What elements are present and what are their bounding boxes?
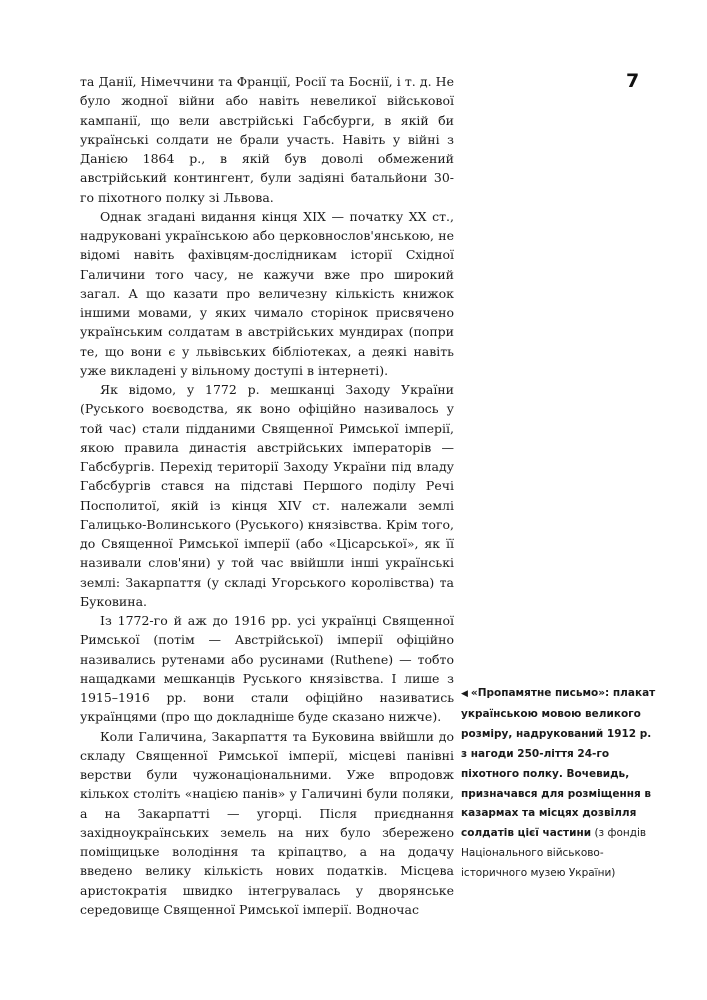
paragraph-3: Як відомо, у 1772 р. мешканці Заходу України (Руського воєводства, як воно офіційно називалось у той час) стали підданими Священної Римської імперії, якою правила династія австрійських імператорів — Габсбургів. Перехід території Заходу України під владу Габсбургів стався на підставі Першого поділу Речі Посполитої, якій із кінця XIV ст. належали землі Галицько-Волинського (Руського) князівства. Крім того, до Священної Римської імперії (або «Цісарської», як її називали слов'яни) у той час ввійшли інші українські землі: Закарпаття (у складі Угорського королівства) та Буковина. <box>80 382 454 609</box>
paragraph-1: та Данії, Німеччини та Франції, Росії та Боснії, і т. д. Не було жодної війни або навіть невеликої військової кампанії, що вели австрійські Габсбурги, в якій би українські солдати не брали участь. Навіть у війні з Данією 1864 р., в якій був доволі обмежений австрійський контингент, були задіяні батальйони 30-го піхотного полку зі Львова. <box>80 74 454 205</box>
main-text-column <box>80 72 454 919</box>
image-caption <box>461 684 661 884</box>
paragraph-5: Коли Галичина, Закарпаття та Буковина ввійшли до складу Священної Римської імперії, місцеві панівні верстви були чужонаціональними. Уже впродовж кількох століть «нацією панів» у Галичині були поляки, а на Закарпатті — угорці. Після приєднання західноукраїнських земель на них було збережено поміщицьке володіння та кріпацтво, а на додачу введено велику кількість нових податків. Місцева аристократія швидко інтегрувалась у дворянське середовище Священної Римської імперії. Водночас <box>80 728 454 917</box>
page-number: 7 <box>626 70 640 92</box>
paragraph-4: Із 1772-го й аж до 1916 рр. усі українці Священної Римської (потім — Австрійської) імперії офіційно називались рутенами або русинами (Ruthene) — тобто нащадками мешканців Руського князівства. І лише з 1915–1916 рр. вони стали офіційно називатись українцями (про що докладніше буде сказано нижче). <box>80 613 454 725</box>
caption-title: «Пропамятне письмо»: плакат українською мовою великого розміру, надрукований 1912 р. з нагоди 250-ліття 24-го піхотного полку. Вочевидь, призначався для розміщення в казармах та місцях дозвілля солдатів цієї частини <box>461 687 656 840</box>
paragraph-2: Однак згадані видання кінця XIX — початку XX ст., надруковані українською або церковнослов'янською, не відомі навіть фахівцям-дослідникам історії Східної Галичини того часу, не кажучи вже про широкий загал. А що казати про величезну кількість книжок іншими мовами, у яких чимало сторінок присвячено українським солдатам в австрійських мундирах (попри те, що вони є у львівських бібліотеках, а деякі навіть уже викладені у вільному доступі в інтернеті). <box>80 208 454 378</box>
left-arrow-icon: ◀ <box>461 689 468 699</box>
caption-source: (з фондів Національного військово-історичного музею України) <box>461 827 647 880</box>
